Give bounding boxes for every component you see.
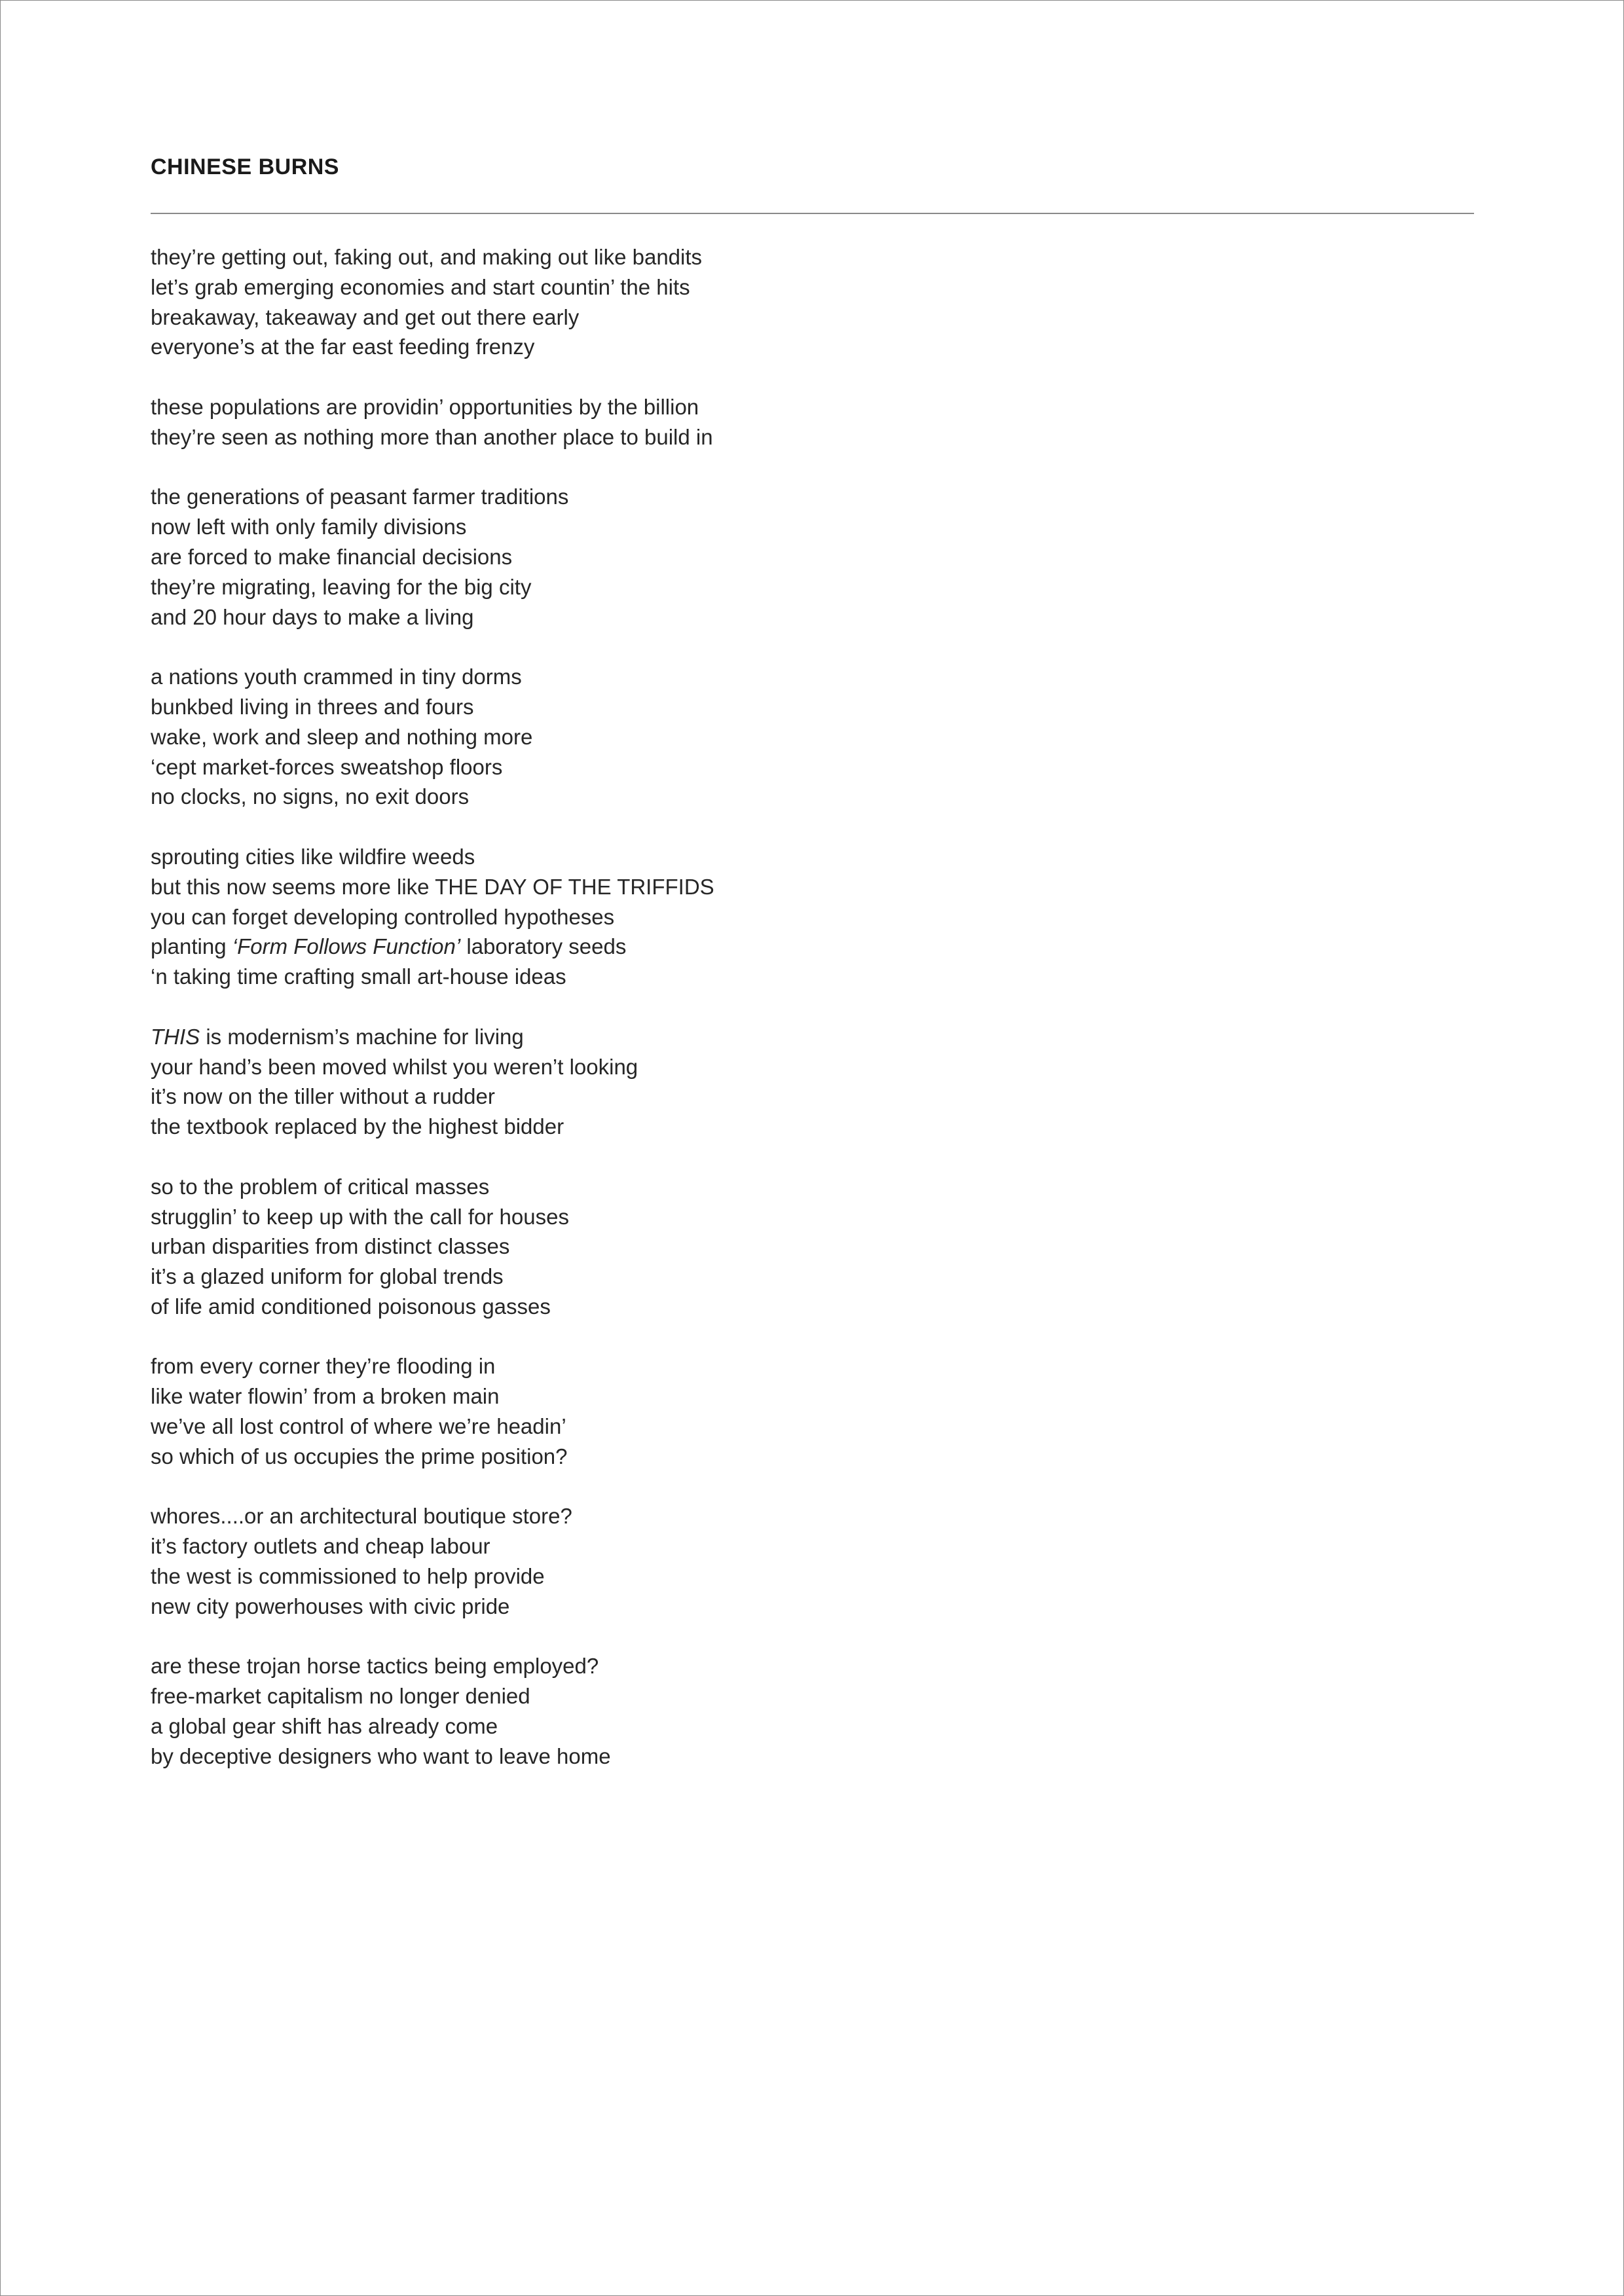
poem-line: they’re seen as nothing more than another place to build in [151,424,713,449]
stanza [151,1351,1395,1471]
stanza [151,482,1395,632]
poem-line: and 20 hour days to make a living [151,604,474,629]
stanza [151,1022,1395,1142]
poem-line: of life amid conditioned poisonous gasses [151,1294,551,1319]
line-text: laboratory seeds [460,934,627,959]
poem-line: ‘cept market-forces sweatshop floors [151,754,503,779]
poem-line: it’s now on the tiller without a rudder [151,1084,495,1109]
poem-line [151,932,1395,962]
poem-line: free-market capitalism no longer denied [151,1684,530,1709]
poem-line: are forced to make financial decisions [151,544,513,569]
poem-line: the textbook replaced by the highest bidder [151,1114,564,1139]
stanza [151,1651,1395,1771]
poem-line: you can forget developing controlled hypotheses [151,904,615,929]
poem-line: sprouting cities like wildfire weeds [151,844,475,869]
poem-line: everyone’s at the far east feeding frenzy [151,335,535,359]
poem-line: so which of us occupies the prime position? [151,1444,568,1468]
poem-body [151,242,1395,1801]
poem-line: like water flowin’ from a broken main [151,1384,500,1409]
poem-line: breakaway, takeaway and get out there early [151,304,580,329]
poem-line: new city powerhouses with civic pride [151,1594,510,1618]
poem-line: no clocks, no signs, no exit doors [151,784,470,809]
poem-line: we’ve all lost control of where we’re headin’ [151,1414,566,1439]
poem-line: are these trojan horse tactics being employed? [151,1654,599,1679]
poem-line: they’re getting out, faking out, and making out like bandits [151,245,703,269]
stanza [151,662,1395,812]
poem-title: CHINESE BURNS [151,155,339,179]
poem-line: the west is commissioned to help provide [151,1564,545,1589]
stanza [151,242,1395,362]
poem-line: ‘n taking time crafting small art-house ideas [151,964,566,989]
poem-line: your hand’s been moved whilst you weren’t looking [151,1054,638,1079]
title-divider [151,213,1474,214]
italic-emphasis: ‘Form Follows Function’ [232,934,461,959]
poem-line: so to the problem of critical masses [151,1174,490,1199]
poem-line: it’s factory outlets and cheap labour [151,1534,490,1559]
poem-line: let’s grab emerging economies and start countin’ the hits [151,274,690,299]
poem-line: wake, work and sleep and nothing more [151,724,533,749]
poem-line: bunkbed living in threes and fours [151,694,474,719]
poem-line: but this now seems more like THE DAY OF THE TRIFFIDS [151,874,714,899]
poem-line [151,1022,1395,1052]
poem-line: these populations are providin’ opportunities by the billion [151,394,699,419]
poem-line: they’re migrating, leaving for the big city [151,574,532,599]
poem-line: whores....or an architectural boutique store? [151,1504,572,1529]
line-text: planting [151,934,232,959]
poem-line: urban disparities from distinct classes [151,1234,510,1259]
poem-line: a global gear shift has already come [151,1714,498,1739]
line-text: is modernism’s machine for living [200,1024,524,1049]
italic-emphasis: THIS [151,1024,200,1049]
poem-line: strugglin’ to keep up with the call for houses [151,1204,569,1229]
stanza [151,1172,1395,1322]
poem-line: the generations of peasant farmer traditions [151,484,569,509]
poem-line: from every corner they’re flooding in [151,1354,496,1379]
poem-line: now left with only family divisions [151,515,467,539]
stanza [151,842,1395,992]
poem-line: a nations youth crammed in tiny dorms [151,665,522,689]
stanza [151,392,1395,452]
stanza [151,1501,1395,1621]
poem-line: by deceptive designers who want to leave home [151,1743,611,1768]
poem-line: it’s a glazed uniform for global trends [151,1264,504,1289]
